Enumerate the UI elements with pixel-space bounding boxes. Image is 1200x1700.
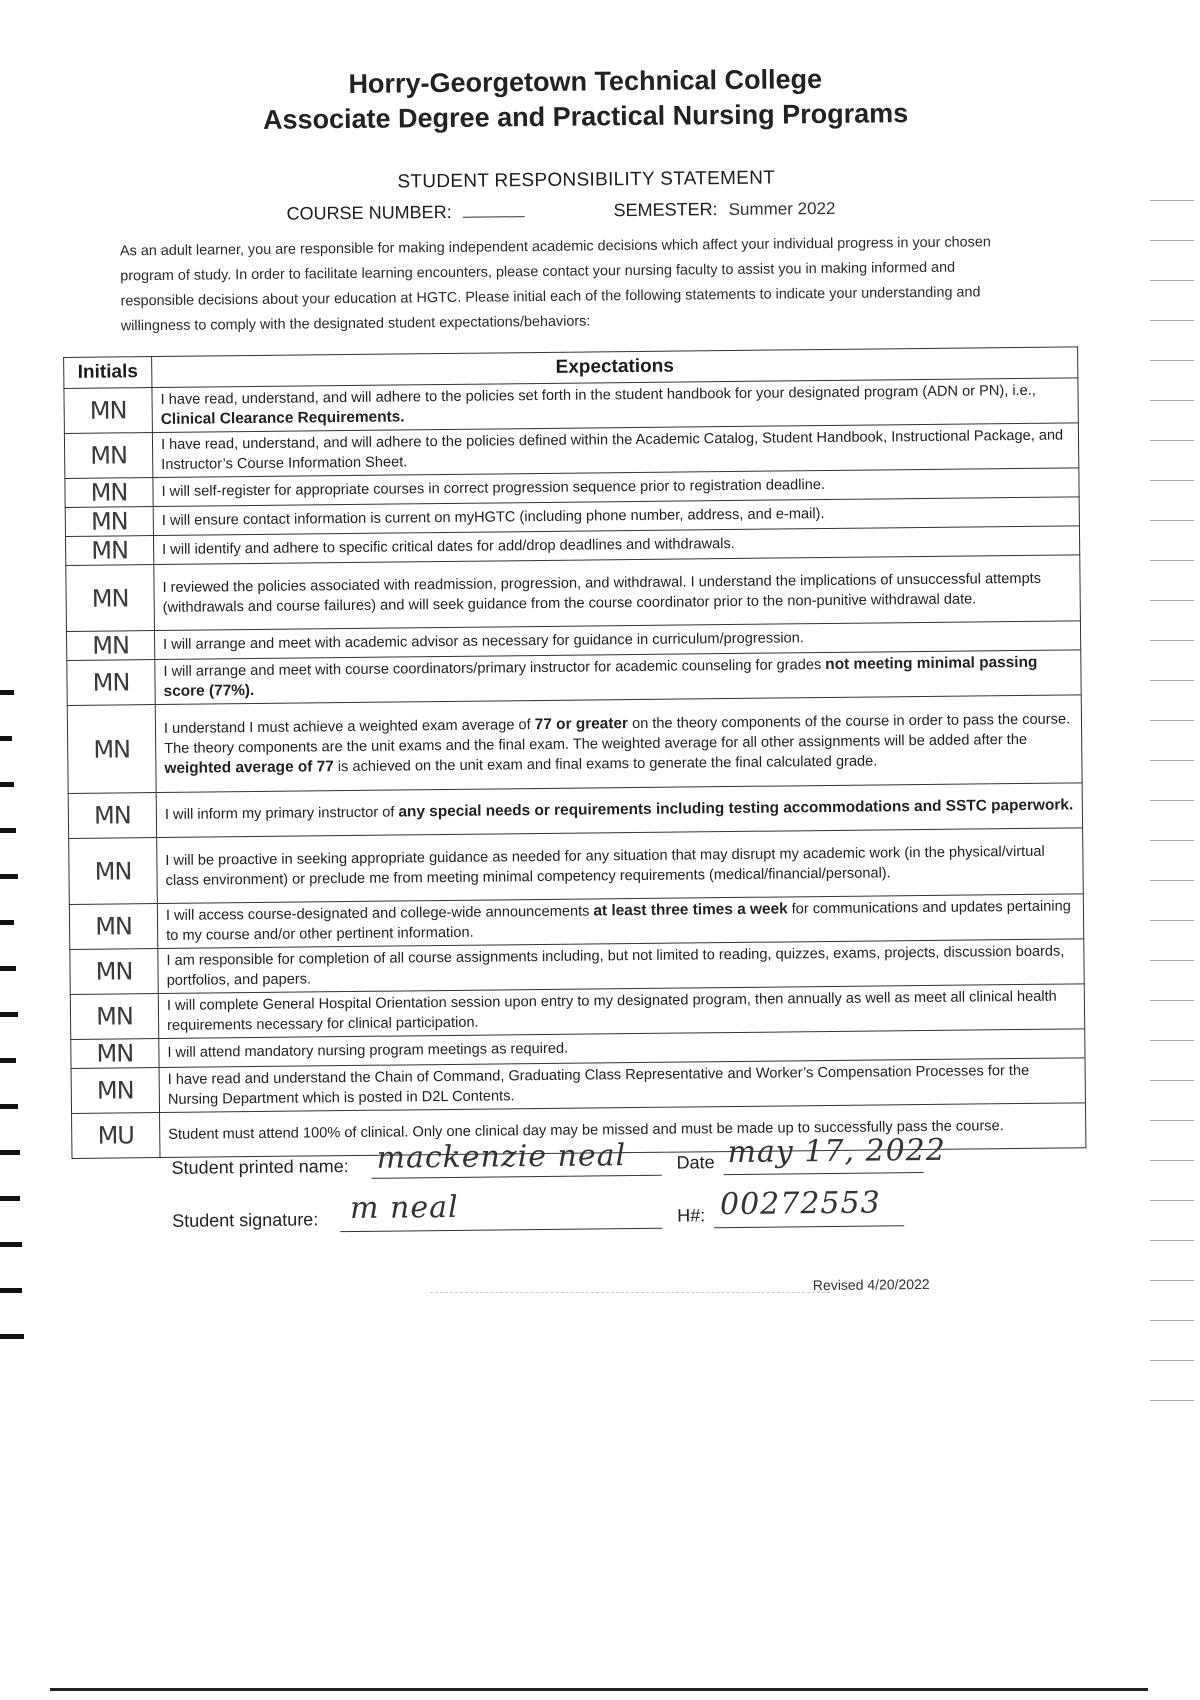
- initials-cell: MN: [66, 631, 154, 661]
- table-row: [66, 555, 1081, 632]
- initials-cell: MN: [71, 1039, 159, 1069]
- signature-label: Student signature:: [172, 1209, 319, 1231]
- statement-title: STUDENT RESPONSIBILITY STATEMENT: [397, 167, 776, 193]
- scan-artifact-line: [430, 1292, 830, 1293]
- initials-cell: MN: [64, 433, 152, 479]
- semester-value: Summer 2022: [728, 198, 836, 220]
- date-handwriting: may 17, 2022: [727, 1132, 947, 1171]
- expectation-cell: I am responsible for completion of all course assignments including, but not limited to reading, quizzes, exams, projects, discussion boards, portfolios, and papers.: [158, 939, 1084, 994]
- initials-column-header: Initials: [64, 357, 152, 389]
- college-title: Horry-Georgetown Technical College: [348, 64, 823, 99]
- expectation-cell: I will identify and adhere to specific critical dates for add/drop deadlines and withdrawals.: [153, 526, 1079, 565]
- initials-cell: MN: [67, 705, 156, 794]
- expectation-cell: I will attend mandatory nursing program meetings as required.: [159, 1029, 1085, 1068]
- expectation-cell: I reviewed the policies associated with readmission, progression, and withdrawal. I understand the implications of unsuccessful attempts (withdrawals and course failures) and will seek guidance from the course coordinator prior to the non-punitive withdrawal date.: [154, 555, 1081, 631]
- initials-cell: MN: [70, 994, 158, 1040]
- semester-label: SEMESTER:: [613, 199, 718, 221]
- expectation-cell: I will inform my primary instructor of any special needs or requirements including testing accommodations and SSTC paperwork.: [156, 783, 1082, 838]
- form-sheet: [60, 49, 1127, 1660]
- semester-field: [613, 198, 835, 221]
- program-title: Associate Degree and Practical Nursing Programs: [262, 98, 909, 135]
- initials-cell: MN: [71, 1068, 159, 1114]
- expectation-cell: I understand I must achieve a weighted exam average of 77 or greater on the theory components of the course in order to pass the course. The theory components are the unit exams and the final exam. The weighted average for all other assignments will be added after the weighted average of 77 is achieved on the unit exam and final exams to generate the final calculated grade.: [155, 695, 1082, 793]
- initials-cell: MN: [68, 793, 156, 839]
- course-number-label: COURSE NUMBER:: [286, 201, 452, 224]
- initials-cell: MN: [69, 838, 158, 905]
- expectation-cell: I will self-register for appropriate courses in correct progression sequence prior to registration deadline.: [153, 468, 1079, 507]
- initials-cell: MU: [72, 1113, 160, 1159]
- expectation-cell: I will be proactive in seeking appropriate guidance as needed for any situation that may disrupt my academic work (in the physical/virtual class environment) or preclude me from meeting minimal competency requirements (medical/financial/personal).: [157, 828, 1084, 904]
- expectations-column-header: Expectations: [152, 347, 1078, 388]
- date-label: Date: [676, 1152, 715, 1173]
- date-line: [724, 1171, 924, 1175]
- expectation-cell: I will arrange and meet with course coordinators/primary instructor for academic counseling for grades not meeting minimal passing score (77%).: [155, 650, 1081, 705]
- table-row: [69, 828, 1084, 905]
- initials-cell: MN: [65, 478, 153, 508]
- hnum-label: H#:: [677, 1205, 706, 1226]
- binding-marks-left: [0, 690, 30, 1370]
- signature-line: [340, 1227, 662, 1232]
- page-bottom-rule: [50, 1688, 1148, 1691]
- course-number-field: [287, 201, 525, 224]
- expectation-cell: I will arrange and meet with academic advisor as necessary for guidance in curriculum/progression.: [154, 621, 1080, 660]
- expectation-cell: I have read, understand, and will adhere to the policies set forth in the student handbook for your designated program (ADN or PN), i.e., Clinical Clearance Requirements.: [152, 378, 1078, 433]
- expectation-cell: Student must attend 100% of clinical. Only one clinical day may be missed and must be made up to successfully pass the course.: [160, 1103, 1086, 1158]
- course-number-blank: [463, 202, 525, 218]
- expectation-cell: I have read, understand, and will adhere to the policies defined within the Academic Catalog, Student Handbook, Instructional Package, and Instructor’s Course Information Sheet.: [152, 423, 1078, 478]
- initials-cell: MN: [65, 507, 153, 537]
- expectation-cell: I will ensure contact information is current on myHGTC (including phone number, address, and e-mail).: [153, 497, 1079, 536]
- binding-marks-right: [1140, 200, 1200, 1430]
- hnum-line: [714, 1224, 904, 1228]
- revised-date: Revised 4/20/2022: [812, 1275, 930, 1294]
- printed-name-handwriting: mackenzie neal: [376, 1138, 627, 1176]
- signature-handwriting: m neal: [349, 1189, 459, 1227]
- expectation-cell: I have read and understand the Chain of Command, Graduating Class Representative and Worker’s Compensation Processes for the Nursing Department which is posted in D2L Contents.: [159, 1058, 1085, 1113]
- initials-cell: MN: [66, 565, 155, 632]
- hnum-handwriting: 00272553: [719, 1185, 881, 1223]
- printed-name-label: Student printed name:: [171, 1156, 349, 1178]
- intro-paragraph: As an adult learner, you are responsible for making independent academic decisions which affect your individual progress in your chosen program of study. In order to facilitate learning encounters, please contact your nursing faculty to assist you in making informed and responsible decisions about your education at HGTC. Please initial each of the following statements to indicate your understanding and willingness to comply with the designated student expectations/behaviors:: [119, 234, 991, 335]
- table-row: [67, 695, 1082, 794]
- expectation-cell: I will access course-designated and college-wide announcements at least three times a week for communications and updates pertaining to my course and/or other pertinent information.: [157, 894, 1083, 949]
- expectation-cell: I will complete General Hospital Orientation session upon entry to my designated program, then annually as well as meet all clinical health requirements necessary for clinical participation.: [158, 984, 1084, 1039]
- initials-cell: MN: [65, 536, 153, 566]
- expectations-table: [63, 346, 1086, 1159]
- initials-cell: MN: [70, 949, 158, 995]
- initials-cell: MN: [67, 660, 155, 706]
- initials-cell: MN: [69, 904, 157, 950]
- initials-cell: MN: [64, 388, 152, 434]
